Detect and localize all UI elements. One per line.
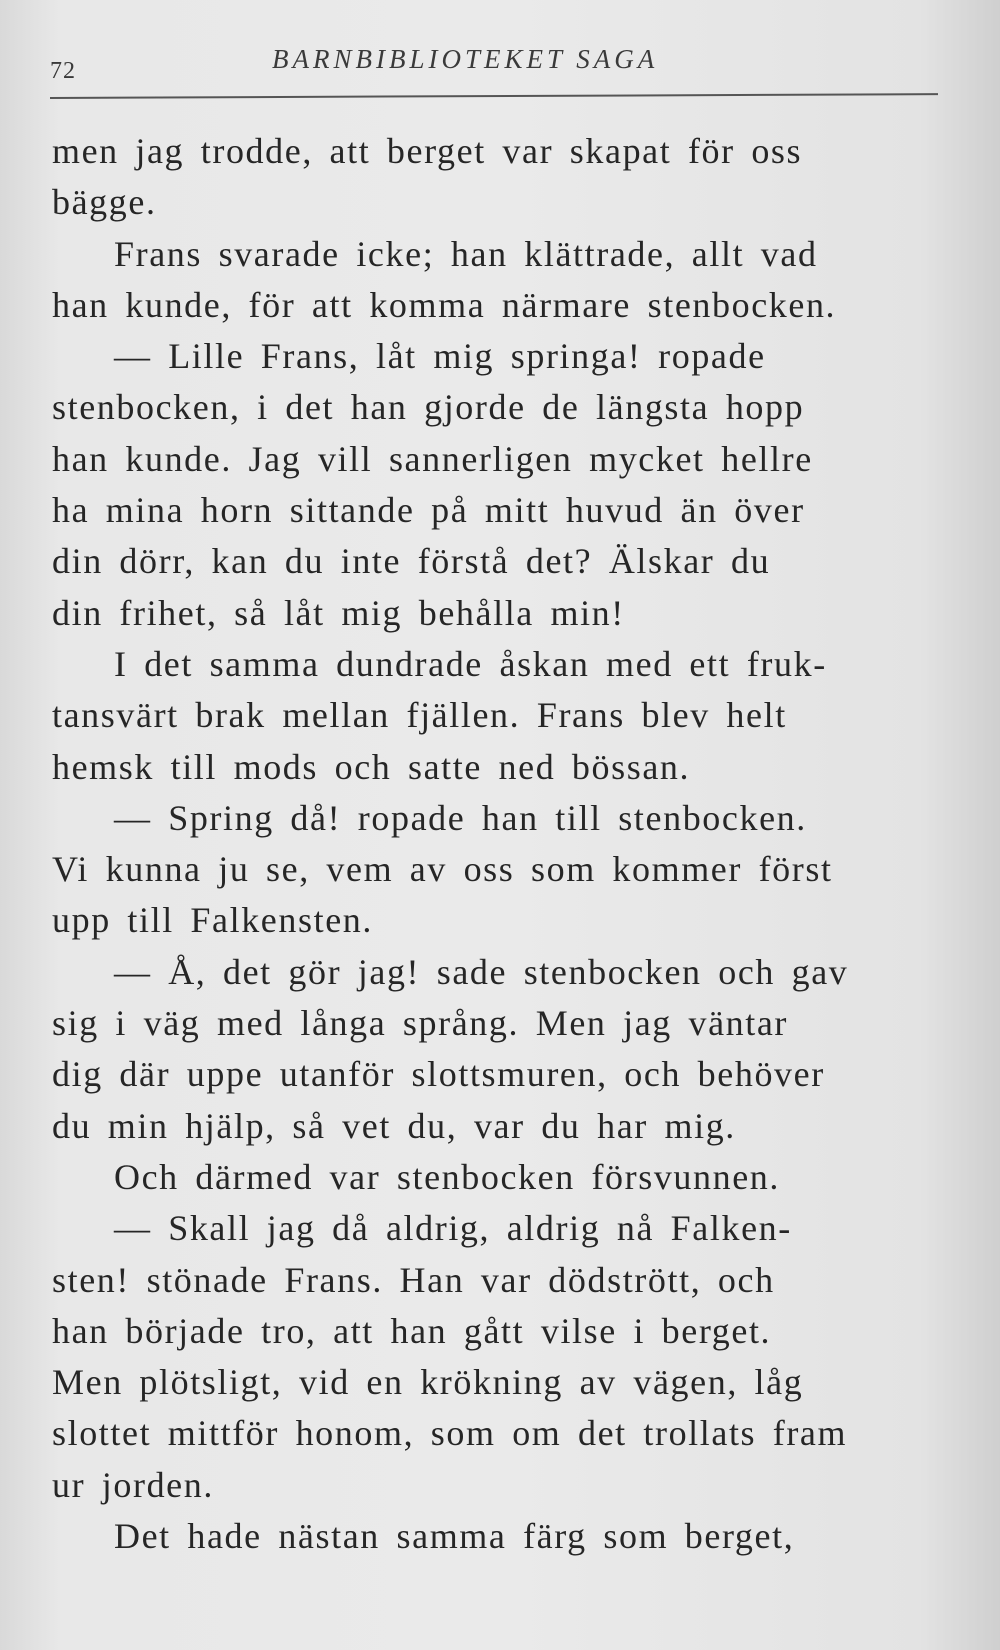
text-line: men jag trodde, att berget var skapat för oss bbox=[52, 131, 803, 171]
text-line: upp till Falkensten. bbox=[52, 900, 373, 941]
text-line: din frihet, så låt mig behålla min! bbox=[52, 592, 625, 633]
text-line: — Spring då! ropade han till stenbocken. bbox=[114, 797, 807, 838]
text-line: Frans svarade icke; han klättrade, allt vad bbox=[114, 233, 818, 274]
text-line: Men plötsligt, vid en krökning av vägen, låg bbox=[52, 1362, 804, 1403]
text-line: stenbocken, i det han gjorde de längsta hopp bbox=[52, 387, 805, 428]
text-line: tansvärt brak mellan fjällen. Frans blev helt bbox=[52, 695, 787, 736]
page-header bbox=[50, 40, 940, 100]
text-line: din dörr, kan du inte förstå det? Älskar du bbox=[52, 541, 771, 582]
text-line: — Skall jag då aldrig, aldrig nå Falken- bbox=[114, 1208, 792, 1249]
text-line: du min hjälp, så vet du, var du har mig. bbox=[52, 1105, 736, 1146]
text-line: sten! stönade Frans. Han var dödstrött, och bbox=[52, 1259, 775, 1300]
text-line: hemsk till mods och satte ned bössan. bbox=[52, 746, 691, 787]
text-line: bägge. bbox=[52, 182, 157, 223]
text-line: I det samma dundrade åskan med ett fruk- bbox=[114, 643, 827, 684]
page-number: 72 bbox=[50, 58, 76, 84]
text-line: ha mina horn sittande på mitt huvud än över bbox=[52, 490, 805, 531]
text-line: Vi kunna ju se, vem av oss som kommer först bbox=[52, 849, 833, 890]
text-line: sig i väg med långa språng. Men jag väntar bbox=[52, 1003, 789, 1044]
text-line: han började tro, att han gått vilse i berget. bbox=[52, 1310, 772, 1351]
body-text bbox=[52, 126, 942, 1562]
text-line: slottet mittför honom, som om det trollats fram bbox=[52, 1413, 848, 1454]
text-line: Det hade nästan samma färg som berget, bbox=[114, 1516, 795, 1557]
text-line: dig där uppe utanför slottsmuren, och behöver bbox=[52, 1054, 825, 1095]
text-line: — Lille Frans, låt mig springa! ropade bbox=[114, 336, 766, 377]
text-line: han kunde. Jag vill sannerligen mycket hellre bbox=[52, 438, 813, 479]
text-line: ur jorden. bbox=[52, 1464, 214, 1505]
text-line: han kunde, för att komma närmare stenbocken. bbox=[52, 284, 837, 325]
running-title: BARNBIBLIOTEKET SAGA bbox=[272, 44, 659, 74]
text-line: Och därmed var stenbocken försvunnen. bbox=[114, 1156, 781, 1197]
text-line: — Å, det gör jag! sade stenbocken och gav bbox=[114, 951, 849, 992]
